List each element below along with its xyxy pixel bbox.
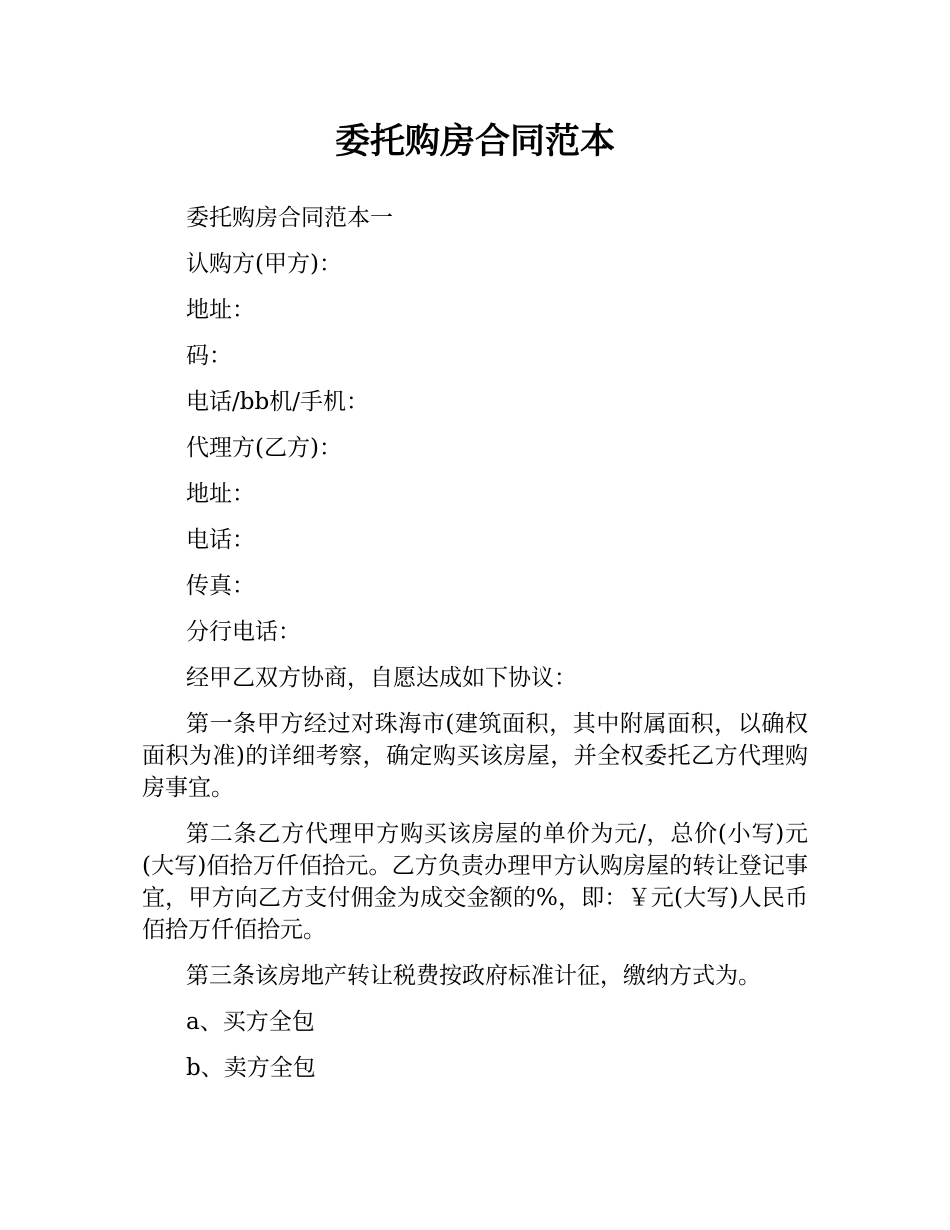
paragraph-buyer-party: 认购方(甲方)： — [186, 251, 342, 277]
document-title: 委托购房合同范本 — [334, 122, 615, 162]
document-body — [142, 202, 808, 1098]
paragraph-option-b: b、卖方全包 — [186, 1055, 316, 1081]
paragraph-agent-address: 地址： — [186, 481, 255, 507]
paragraph-buyer-code: 码： — [186, 343, 232, 369]
paragraph-article-1: 第一条甲方经过对珠海市(建筑面积，其中附属面积，以确权面积为准)的详细考察，确定购买该房屋，并全权委托乙方代理购房事宜。 — [142, 711, 808, 801]
paragraph-option-a: a、买方全包 — [186, 1009, 315, 1035]
paragraph-agreement-intro: 经甲乙双方协商，自愿达成如下协议： — [186, 665, 577, 691]
paragraph-buyer-phone: 电话/bb机/手机： — [186, 389, 369, 415]
paragraph-agent-fax: 传真： — [186, 573, 255, 599]
paragraph-agent-party: 代理方(乙方)： — [186, 435, 342, 461]
paragraph-article-3: 第三条该房地产转让税费按政府标准计征，缴纳方式为。 — [186, 963, 761, 989]
paragraph-branch-phone: 分行电话： — [186, 619, 301, 645]
paragraph-article-2: 第二条乙方代理甲方购买该房屋的单价为元/，总价(小写)元(大写)佰拾万仟佰拾元。乙方负责办理甲方认购房屋的转让登记事宜，甲方向乙方支付佣金为成交金额的%，即：￥元(大写)人民币佰拾万仟佰拾元。 — [142, 821, 808, 943]
paragraph-buyer-address: 地址： — [186, 297, 255, 323]
paragraph-contract-heading: 委托购房合同范本一 — [186, 205, 393, 231]
paragraph-agent-phone: 电话： — [186, 527, 255, 553]
